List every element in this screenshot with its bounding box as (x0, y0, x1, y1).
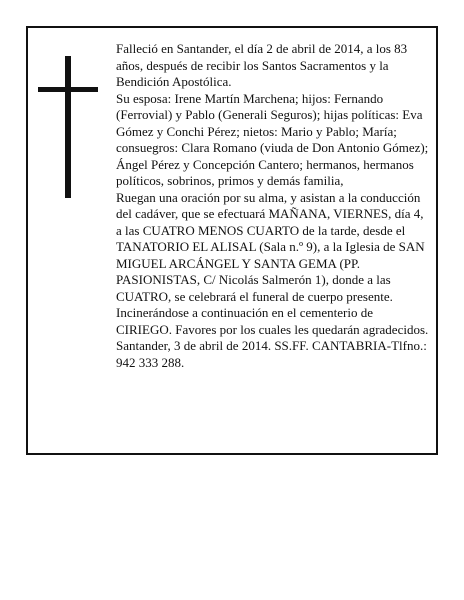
latin-cross-icon (38, 56, 98, 198)
notice-text (116, 41, 430, 371)
family-list: Su esposa: Irene Martín Marchena; hijos: Fernando (Ferrovial) y Pablo (Generali Seguros); hijas políticas: Eva Gómez y Conchi Pérez; nietos: Mario y Pablo; María; consuegros: Clara Romano (viuda de Don Antonio Gómez); Ángel Pérez y Concepción Cantero; hermanos, hermanos políticos, sobrinos, primos y demás familia, (116, 90, 429, 188)
funeral-home-contact: Santander, 3 de abril de 2014. SS.FF. CANTABRIA-Tlfno.: 942 333 288. (116, 338, 427, 370)
death-notice (26, 26, 438, 455)
death-announcement: Falleció en Santander, el día 2 de abril de 2014, a los 83 años, después de recibir los Santos Sacramentos y la Bendición Apostólica. (116, 41, 408, 89)
funeral-details: Ruegan una oración por su alma, y asistan a la conducción del cadáver, que se efectuará MAÑANA, VIERNES, día 4, a las CUATRO MENOS CUARTO de la tarde, desde el TANATORIO EL ALISAL (Sala n.º 9), a la Iglesia de SAN MIGUEL ARCÁNGEL Y SANTA GEMA (PP. PASIONISTAS, C/ Nicolás Salmerón 1), donde a las CUATRO, se celebrará el funeral de cuerpo presente. Incinerándose a continuación en el cementerio de CIRIEGO. Favores por los cuales les quedarán agradecidos. (116, 189, 429, 337)
